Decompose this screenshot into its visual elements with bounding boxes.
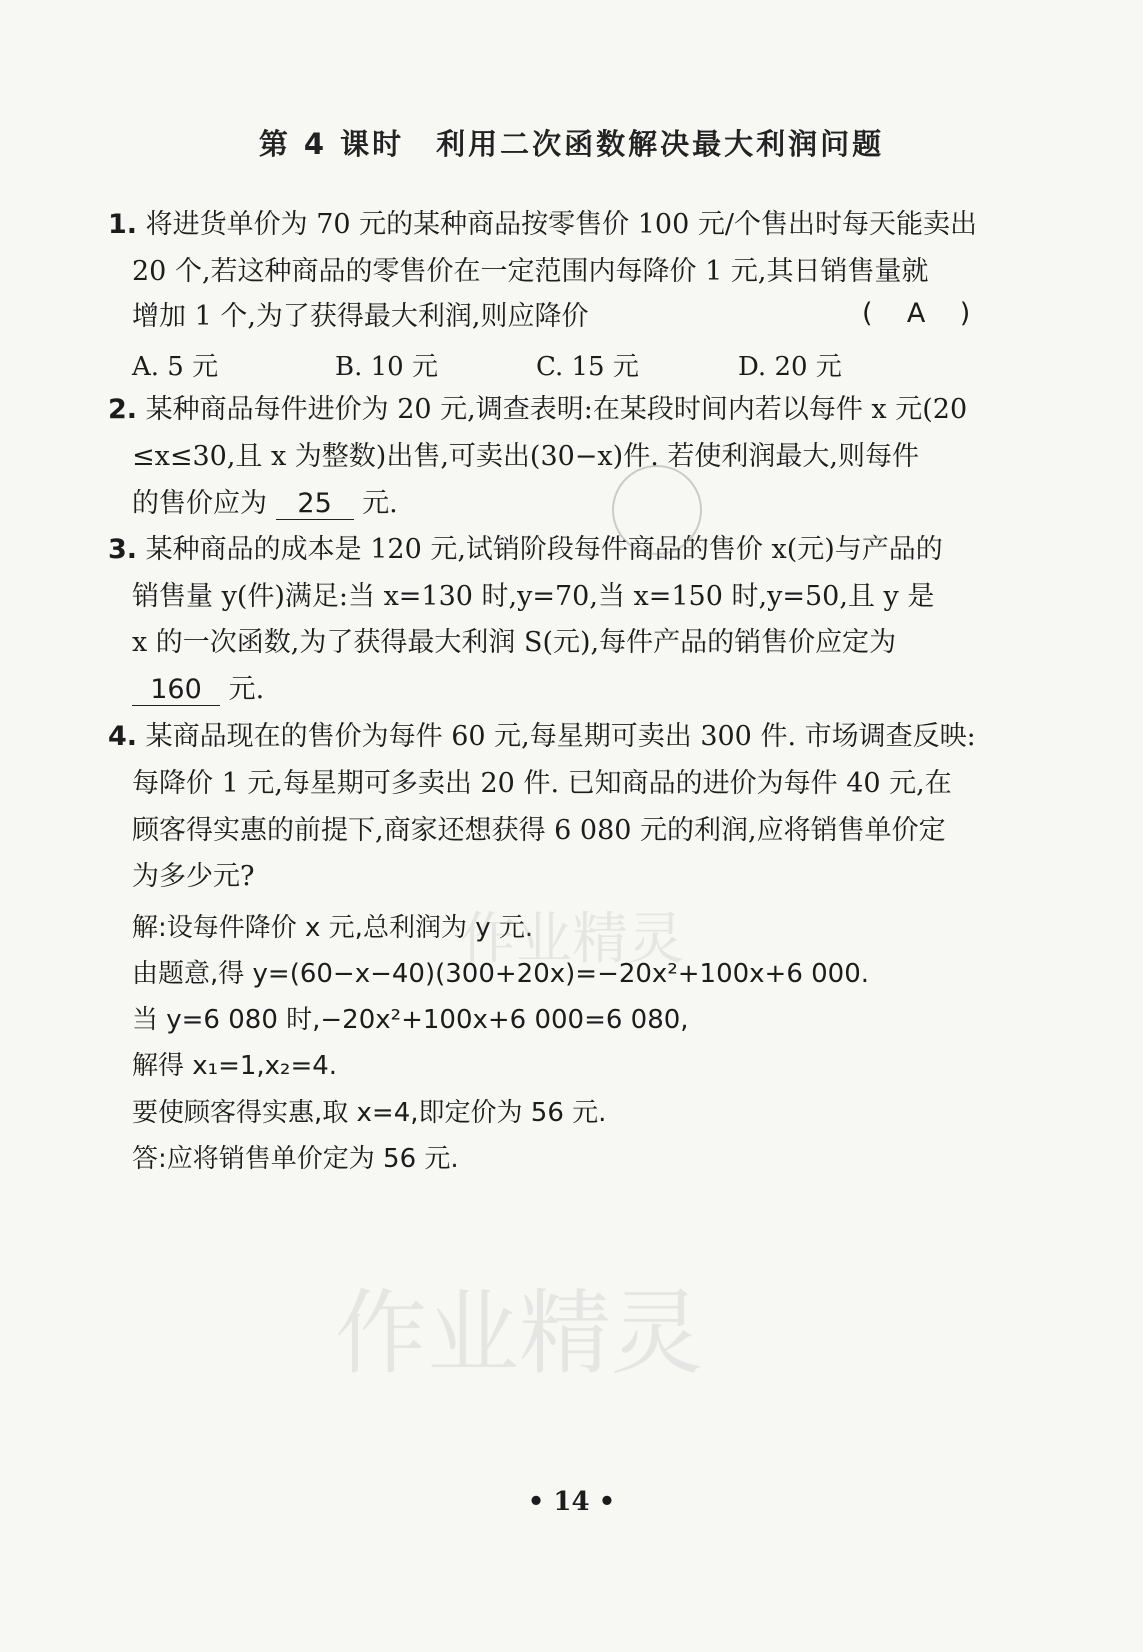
watermark-small: 作业精灵 bbox=[460, 907, 684, 972]
question-4-line-2: 每降价 1 元,每星期可多卖出 20 件. 已知商品的进价为每件 40 元,在 bbox=[132, 768, 952, 799]
solution-line-1: 解:设每件降价 x 元,总利润为 y 元. bbox=[132, 913, 534, 943]
question-3-line-2: 销售量 y(件)满足:当 x=130 时,y=70,当 x=150 时,y=50,且 y 是 bbox=[132, 581, 935, 612]
question-2-text-3: 的售价应为 bbox=[132, 488, 267, 519]
question-1-number: 1. bbox=[108, 209, 138, 240]
question-1-option-c: C. 15 元 bbox=[536, 352, 639, 382]
question-2-number: 2. bbox=[108, 394, 138, 425]
solution-line-4: 解得 x₁=1,x₂=4. bbox=[132, 1051, 338, 1081]
question-4-number: 4. bbox=[108, 721, 138, 752]
solution-line-6: 答:应将销售单价定为 56 元. bbox=[132, 1144, 459, 1174]
question-3-answer-blank: 160 bbox=[132, 675, 220, 706]
paren-close: ) bbox=[959, 298, 971, 329]
question-4-line-4: 为多少元? bbox=[132, 861, 255, 892]
question-3-text-1: 某种商品的成本是 120 元,试销阶段每件商品的售价 x(元)与产品的 bbox=[145, 534, 943, 565]
question-1-line-1 bbox=[108, 208, 977, 242]
paren-open: ( bbox=[862, 298, 873, 329]
question-4-text-1: 某商品现在的售价为每件 60 元,每星期可卖出 300 件. 市场调查反映: bbox=[145, 721, 976, 752]
question-2-text-1: 某种商品每件进价为 20 元,调查表明:在某段时间内若以每件 x 元(20 bbox=[145, 394, 968, 425]
solution-line-5: 要使顾客得实惠,取 x=4,即定价为 56 元. bbox=[132, 1098, 607, 1128]
question-1-option-d: D. 20 元 bbox=[738, 352, 842, 382]
question-1-line-3: 增加 1 个,为了获得最大利润,则应降价 bbox=[132, 301, 589, 332]
question-2-line-2: ≤x≤30,且 x 为整数)出售,可卖出(30−x)件. 若使利润最大,则每件 bbox=[132, 441, 919, 472]
question-1-option-b: B. 10 元 bbox=[335, 352, 438, 382]
question-4-line-1 bbox=[108, 720, 976, 754]
question-1-answer: A bbox=[906, 298, 926, 329]
question-3-line-4 bbox=[132, 673, 264, 707]
question-2-text-4: 元. bbox=[362, 488, 398, 519]
watermark-large: 作业精灵 bbox=[335, 1280, 704, 1387]
question-1-line-2: 20 个,若这种商品的零售价在一定范围内每降价 1 元,其日销售量就 bbox=[132, 256, 929, 287]
solution-line-3: 当 y=6 080 时,−20x²+100x+6 000=6 080, bbox=[132, 1005, 689, 1035]
solution-line-2: 由题意,得 y=(60−x−40)(300+20x)=−20x²+100x+6 000. bbox=[132, 959, 870, 989]
question-3-line-1 bbox=[108, 533, 943, 567]
question-3-text-5: 元. bbox=[228, 674, 265, 705]
page-number: • 14 • bbox=[527, 1487, 616, 1517]
question-2-answer-blank: 25 bbox=[276, 489, 354, 520]
question-4-line-3: 顾客得实惠的前提下,商家还想获得 6 080 元的利润,应将销售单价定 bbox=[132, 815, 946, 846]
page-title: 第 4 课时 利用二次函数解决最大利润问题 bbox=[258, 127, 885, 161]
question-1-option-a: A. 5 元 bbox=[132, 352, 219, 382]
question-1-text-1: 将进货单价为 70 元的某种商品按零售价 100 元/个售出时每天能卖出 bbox=[145, 209, 977, 240]
question-3-line-3: x 的一次函数,为了获得最大利润 S(元),每件产品的销售价应定为 bbox=[132, 627, 897, 658]
question-3-number: 3. bbox=[108, 534, 138, 565]
question-2-line-3 bbox=[132, 487, 398, 521]
question-1-answer-paren bbox=[862, 298, 970, 329]
question-2-line-1 bbox=[108, 393, 967, 427]
